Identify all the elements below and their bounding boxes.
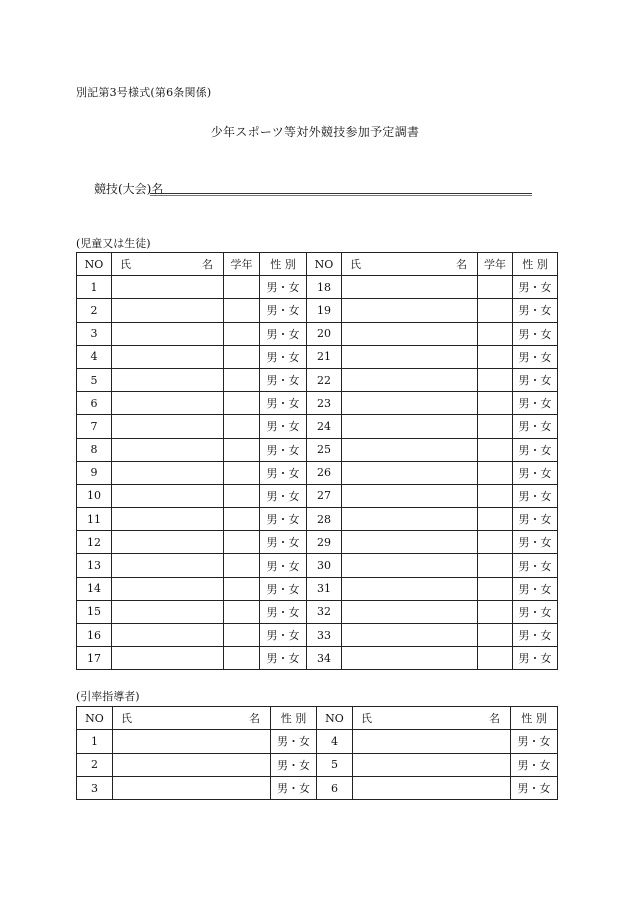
leaders-section-heading: (引率指導者) (76, 690, 140, 703)
grade-cell[interactable] (478, 415, 513, 438)
row-number: 6 (77, 392, 112, 415)
grade-cell[interactable] (224, 299, 260, 322)
name-header-given: 名 (489, 712, 500, 726)
row-number: 11 (77, 508, 112, 531)
row-number: 34 (307, 647, 342, 670)
grade-cell[interactable] (478, 600, 513, 623)
gender-cell[interactable]: 男・女 (513, 392, 558, 415)
gender-cell[interactable]: 男・女 (260, 322, 307, 345)
grade-cell[interactable] (478, 299, 513, 322)
gender-cell[interactable]: 男・女 (271, 753, 317, 776)
grade-cell[interactable] (224, 624, 260, 647)
grade-cell[interactable] (478, 322, 513, 345)
name-cell[interactable] (112, 647, 224, 670)
event-name-underline (150, 195, 532, 196)
grade-cell[interactable] (478, 508, 513, 531)
grade-cell[interactable] (224, 392, 260, 415)
gender-cell[interactable]: 男・女 (260, 299, 307, 322)
form-label: 別記第3号様式(第6条関係) (76, 86, 212, 99)
table-row (77, 577, 558, 600)
gender-cell[interactable]: 男・女 (260, 647, 307, 670)
grade-cell[interactable] (224, 600, 260, 623)
grade-cell[interactable] (224, 345, 260, 368)
grade-cell[interactable] (478, 554, 513, 577)
row-number: 8 (77, 438, 112, 461)
grade-cell[interactable] (224, 508, 260, 531)
grade-cell[interactable] (224, 438, 260, 461)
grade-cell[interactable] (224, 554, 260, 577)
gender-cell[interactable]: 男・女 (513, 276, 558, 299)
name-cell[interactable] (342, 368, 478, 391)
name-cell[interactable] (353, 753, 511, 776)
gender-cell[interactable]: 男・女 (260, 276, 307, 299)
document-title: 少年スポーツ等対外競技参加予定調書 (210, 125, 420, 139)
row-number: 12 (77, 531, 112, 554)
row-number: 7 (77, 415, 112, 438)
grade-cell[interactable] (478, 461, 513, 484)
gender-cell[interactable]: 男・女 (260, 461, 307, 484)
gender-cell[interactable]: 男・女 (513, 461, 558, 484)
name-header-given: 名 (456, 258, 467, 272)
gender-header: 性 別 (513, 253, 558, 276)
table-row (77, 392, 558, 415)
row-number: 6 (317, 776, 353, 799)
table-row (77, 345, 558, 368)
name-cell[interactable] (112, 345, 224, 368)
name-cell[interactable] (342, 276, 478, 299)
row-number: 28 (307, 508, 342, 531)
name-header (342, 253, 478, 276)
row-number: 29 (307, 531, 342, 554)
table-row (77, 753, 558, 776)
row-number: 1 (77, 276, 112, 299)
grade-cell[interactable] (224, 368, 260, 391)
gender-cell[interactable]: 男・女 (511, 776, 558, 799)
gender-cell[interactable]: 男・女 (271, 730, 317, 753)
row-number: 17 (77, 647, 112, 670)
grade-cell[interactable] (478, 438, 513, 461)
table-row (77, 776, 558, 799)
table-row (77, 415, 558, 438)
name-cell[interactable] (342, 299, 478, 322)
table-row (77, 624, 558, 647)
name-cell[interactable] (353, 730, 511, 753)
grade-header: 学年 (224, 253, 260, 276)
name-header-family: 氏 (120, 258, 131, 272)
grade-cell[interactable] (224, 415, 260, 438)
no-header: NO (77, 707, 113, 730)
gender-cell[interactable]: 男・女 (513, 484, 558, 507)
table-row (77, 461, 558, 484)
gender-cell[interactable]: 男・女 (260, 368, 307, 391)
name-header (112, 253, 224, 276)
name-cell[interactable] (112, 508, 224, 531)
row-number: 1 (77, 730, 113, 753)
gender-cell[interactable]: 男・女 (513, 554, 558, 577)
row-number: 16 (77, 624, 112, 647)
gender-cell[interactable]: 男・女 (260, 577, 307, 600)
table-row (77, 600, 558, 623)
gender-cell[interactable]: 男・女 (513, 508, 558, 531)
no-header: NO (307, 253, 342, 276)
table-row (77, 508, 558, 531)
grade-cell[interactable] (224, 276, 260, 299)
grade-cell[interactable] (224, 577, 260, 600)
name-cell[interactable] (112, 392, 224, 415)
name-header-family: 氏 (350, 258, 361, 272)
name-header-family: 氏 (361, 712, 372, 726)
event-name-field[interactable] (150, 193, 532, 194)
name-cell[interactable] (342, 600, 478, 623)
grade-cell[interactable] (478, 624, 513, 647)
grade-cell[interactable] (478, 647, 513, 670)
row-number: 15 (77, 600, 112, 623)
name-cell[interactable] (342, 531, 478, 554)
gender-header: 性 別 (260, 253, 307, 276)
name-header (353, 707, 511, 730)
name-cell[interactable] (342, 577, 478, 600)
no-header: NO (77, 253, 112, 276)
gender-cell[interactable]: 男・女 (271, 776, 317, 799)
row-number: 2 (77, 299, 112, 322)
row-number: 2 (77, 753, 113, 776)
row-number: 18 (307, 276, 342, 299)
gender-cell[interactable]: 男・女 (260, 438, 307, 461)
name-cell[interactable] (113, 753, 271, 776)
grade-cell[interactable] (224, 322, 260, 345)
gender-cell[interactable]: 男・女 (260, 392, 307, 415)
gender-cell[interactable]: 男・女 (260, 508, 307, 531)
row-number: 19 (307, 299, 342, 322)
row-number: 5 (77, 368, 112, 391)
row-number: 32 (307, 600, 342, 623)
name-cell[interactable] (353, 776, 511, 799)
name-cell[interactable] (342, 508, 478, 531)
grade-cell[interactable] (224, 647, 260, 670)
name-cell[interactable] (342, 415, 478, 438)
table-row (77, 276, 558, 299)
event-name-label: 競技(大会)名 (94, 182, 164, 196)
row-number: 24 (307, 415, 342, 438)
row-number: 26 (307, 461, 342, 484)
gender-cell[interactable]: 男・女 (511, 753, 558, 776)
name-header (113, 707, 271, 730)
row-number: 25 (307, 438, 342, 461)
table-row (77, 299, 558, 322)
gender-cell[interactable]: 男・女 (513, 299, 558, 322)
name-cell[interactable] (112, 415, 224, 438)
table-row (77, 647, 558, 670)
gender-cell[interactable]: 男・女 (260, 554, 307, 577)
row-number: 22 (307, 368, 342, 391)
gender-cell[interactable]: 男・女 (260, 415, 307, 438)
row-number: 9 (77, 461, 112, 484)
grade-cell[interactable] (224, 461, 260, 484)
name-cell[interactable] (113, 776, 271, 799)
gender-cell[interactable]: 男・女 (511, 730, 558, 753)
row-number: 3 (77, 322, 112, 345)
leaders-header-row (77, 707, 558, 730)
table-row (77, 484, 558, 507)
name-cell[interactable] (342, 345, 478, 368)
name-header-given: 名 (202, 258, 213, 272)
name-cell[interactable] (342, 647, 478, 670)
grade-header: 学年 (478, 253, 513, 276)
grade-cell[interactable] (478, 276, 513, 299)
name-cell[interactable] (342, 624, 478, 647)
row-number: 20 (307, 322, 342, 345)
table-row (77, 531, 558, 554)
row-number: 4 (77, 345, 112, 368)
name-cell[interactable] (342, 438, 478, 461)
row-number: 30 (307, 554, 342, 577)
table-row (77, 322, 558, 345)
name-cell[interactable] (112, 438, 224, 461)
gender-header: 性 別 (511, 707, 558, 730)
name-cell[interactable] (342, 484, 478, 507)
row-number: 4 (317, 730, 353, 753)
row-number: 14 (77, 577, 112, 600)
row-number: 27 (307, 484, 342, 507)
name-cell[interactable] (112, 276, 224, 299)
gender-cell[interactable]: 男・女 (513, 438, 558, 461)
grade-cell[interactable] (478, 392, 513, 415)
name-cell[interactable] (342, 392, 478, 415)
name-cell[interactable] (342, 461, 478, 484)
grade-cell[interactable] (478, 345, 513, 368)
row-number: 5 (317, 753, 353, 776)
row-number: 10 (77, 484, 112, 507)
grade-cell[interactable] (478, 484, 513, 507)
grade-cell[interactable] (224, 531, 260, 554)
table-row (77, 368, 558, 391)
students-section-heading: (児童又は生徒) (76, 237, 151, 250)
name-cell[interactable] (112, 368, 224, 391)
gender-cell[interactable]: 男・女 (513, 600, 558, 623)
name-cell[interactable] (112, 299, 224, 322)
students-table (76, 252, 558, 670)
name-cell[interactable] (112, 554, 224, 577)
gender-cell[interactable]: 男・女 (513, 322, 558, 345)
row-number: 31 (307, 577, 342, 600)
table-row (77, 554, 558, 577)
gender-header: 性 別 (271, 707, 317, 730)
name-header-given: 名 (249, 712, 260, 726)
gender-cell[interactable]: 男・女 (513, 368, 558, 391)
gender-cell[interactable]: 男・女 (513, 647, 558, 670)
grade-cell[interactable] (478, 368, 513, 391)
name-cell[interactable] (112, 531, 224, 554)
gender-cell[interactable]: 男・女 (260, 484, 307, 507)
name-cell[interactable] (112, 577, 224, 600)
name-cell[interactable] (112, 600, 224, 623)
grade-cell[interactable] (478, 531, 513, 554)
gender-cell[interactable]: 男・女 (260, 624, 307, 647)
name-cell[interactable] (342, 554, 478, 577)
gender-cell[interactable]: 男・女 (513, 531, 558, 554)
gender-cell[interactable]: 男・女 (513, 415, 558, 438)
grade-cell[interactable] (224, 484, 260, 507)
name-cell[interactable] (112, 322, 224, 345)
name-cell[interactable] (113, 730, 271, 753)
gender-cell[interactable]: 男・女 (260, 531, 307, 554)
row-number: 23 (307, 392, 342, 415)
row-number: 3 (77, 776, 113, 799)
row-number: 33 (307, 624, 342, 647)
gender-cell[interactable]: 男・女 (513, 345, 558, 368)
name-cell[interactable] (342, 322, 478, 345)
gender-cell[interactable]: 男・女 (513, 624, 558, 647)
gender-cell[interactable]: 男・女 (260, 345, 307, 368)
row-number: 13 (77, 554, 112, 577)
leaders-table (76, 706, 558, 800)
name-header-family: 氏 (121, 712, 132, 726)
gender-cell[interactable]: 男・女 (513, 577, 558, 600)
students-header-row (77, 253, 558, 276)
name-cell[interactable] (112, 624, 224, 647)
row-number: 21 (307, 345, 342, 368)
name-cell[interactable] (112, 484, 224, 507)
table-row (77, 730, 558, 753)
table-row (77, 438, 558, 461)
name-cell[interactable] (112, 461, 224, 484)
gender-cell[interactable]: 男・女 (260, 600, 307, 623)
grade-cell[interactable] (478, 577, 513, 600)
no-header: NO (317, 707, 353, 730)
